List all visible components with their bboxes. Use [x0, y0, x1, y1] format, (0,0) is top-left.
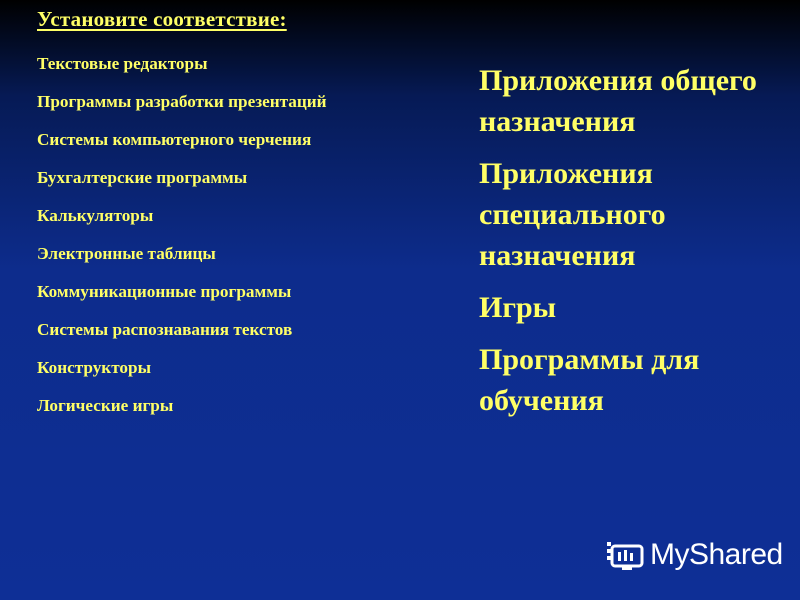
list-item: Калькуляторы [37, 206, 154, 225]
list-item: Текстовые редакторы [37, 54, 208, 73]
slide-title: Установите соответствие: [37, 7, 287, 31]
list-item: Системы распознавания текстов [37, 320, 293, 339]
myshared-logo-text: MyShared [650, 538, 783, 571]
list-item: Конструкторы [37, 358, 152, 377]
category-item: Программы для обучения [479, 343, 700, 417]
list-item: Программы разработки презентаций [37, 92, 327, 111]
list-item: Электронные таблицы [37, 244, 216, 263]
list-item: Коммуникационные программы [37, 282, 292, 301]
left-column-list [37, 52, 337, 432]
category-item: Игры [479, 291, 557, 324]
list-item: Системы компьютерного черчения [37, 130, 312, 149]
myshared-watermark[interactable] [606, 534, 783, 576]
category-item: Приложения специального назначения [479, 157, 666, 272]
myshared-logo-icon [606, 538, 644, 572]
list-item: Бухгалтерские программы [37, 168, 248, 187]
right-column-list [479, 60, 779, 432]
list-item: Логические игры [37, 396, 174, 415]
category-item: Приложения общего назначения [479, 64, 757, 138]
